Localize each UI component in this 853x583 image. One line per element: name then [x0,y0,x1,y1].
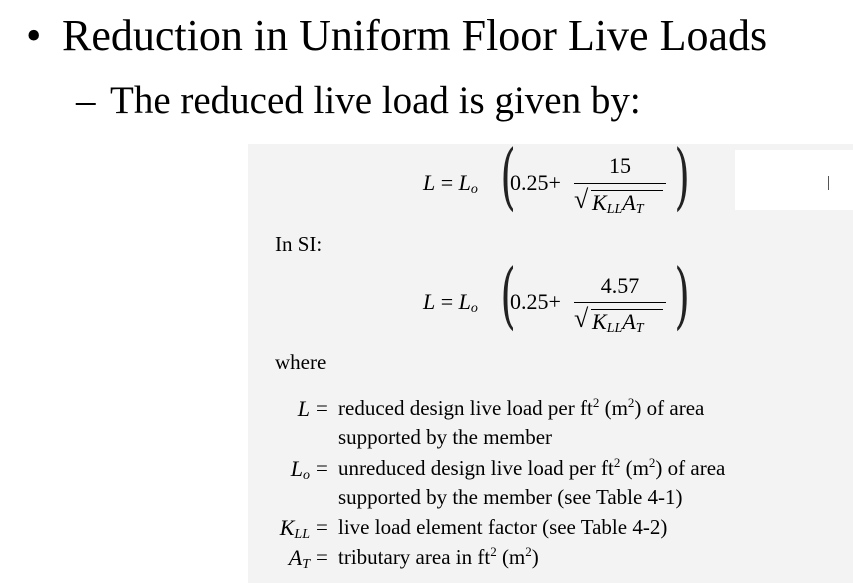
formula1-fraction-bar [574,183,666,184]
panel-tick-mark [828,176,829,190]
definition-text: live load element factor (see Table 4-2) [338,515,668,539]
formula1-open-paren: ( [500,134,516,218]
definition-continuation: supported by the member [338,425,553,449]
definition-text: tributary area in $ft^2$ $(m^2)$ [338,544,539,569]
definition-continuation: supported by the member (see Table 4-1) [338,485,683,509]
definition-symbol: $K_{LL}$ [279,515,310,542]
slide-subtitle [76,76,641,126]
definition-symbol: $A_T$ [288,545,310,572]
formula2-close-paren: ) [674,253,690,337]
definition-text: reduced design live load per $ft^2$ $(m^2)$ of area [338,395,705,420]
definition-equals: = [316,515,328,539]
dash-icon: – [76,79,96,122]
panel-blank-area [735,150,853,210]
slide-subtitle-text: The reduced live load is given by: [110,79,641,122]
where-label: where [275,350,327,374]
formula1-lhs: $L = L_o$ [423,170,478,197]
formula1-constant: 0.25+ [510,170,561,195]
formula2-fraction-bar [574,302,666,303]
formula2-numerator: 4.57 [600,273,640,298]
formula1-close-paren: ) [674,134,690,218]
definition-symbol: $L_o$ [290,456,310,483]
formula2-open-paren: ( [500,253,516,337]
definition-text: unreduced design live load per $ft^2$ $(m^2)$ of area [338,455,726,480]
definition-equals: = [316,545,328,569]
radical-icon: √ [574,185,589,214]
formula2-constant: 0.25+ [510,289,561,314]
formula1-denominator: $K_{LL}A_T$ [592,190,644,217]
formula2-lhs: $L = L_o$ [423,289,478,316]
formula1-numerator: 15 [609,153,631,178]
slide-title-text: Reduction in Uniform Floor Live Loads [62,11,768,60]
si-label: In SI: [275,232,323,256]
formula2-denominator: $K_{LL}A_T$ [592,309,644,336]
slide-title [26,8,767,64]
bullet-icon: • [26,11,42,60]
definition-symbol: L [297,396,310,421]
definition-equals: = [316,456,328,480]
radical-icon: √ [574,304,589,333]
definition-equals: = [316,396,328,420]
